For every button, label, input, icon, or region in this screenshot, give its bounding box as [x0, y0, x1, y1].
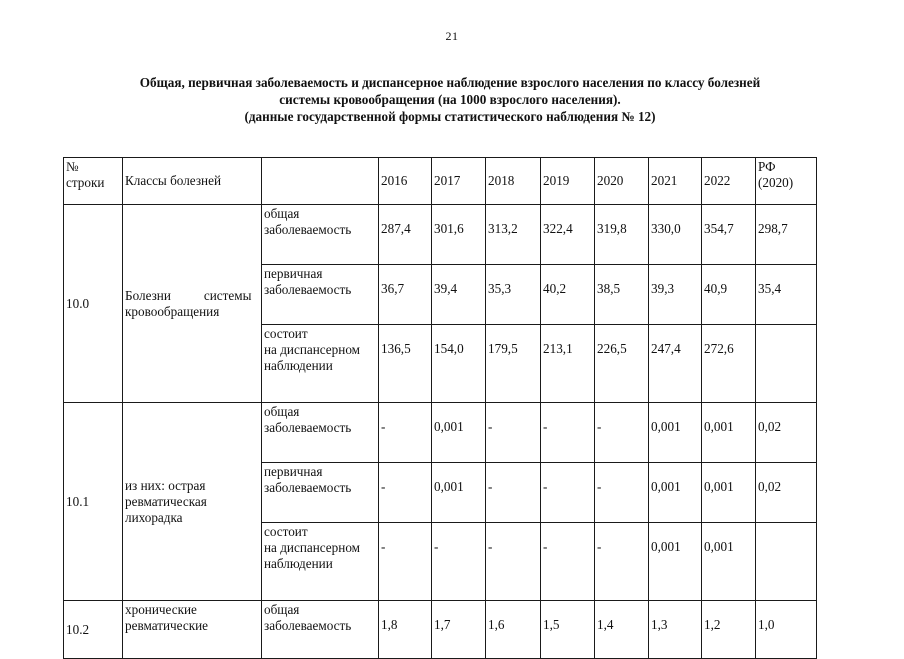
value-cell: 313,2	[486, 205, 541, 265]
indicator-line: общая	[264, 404, 300, 419]
table-row	[64, 403, 817, 463]
value-cell: -	[379, 403, 432, 463]
header-year: 2018	[486, 158, 541, 205]
value-cell: 0,001	[702, 523, 756, 601]
disease-class-line2: ревматическая	[125, 493, 207, 509]
indicator-line: наблюдении	[264, 358, 333, 373]
value-cell: 35,3	[486, 265, 541, 325]
disease-class-line1: Болезни системы	[125, 287, 252, 303]
header-disease-class: Классы болезней	[123, 158, 262, 205]
value-cell: -	[486, 403, 541, 463]
rf-value-cell: 0,02	[756, 463, 817, 523]
value-cell: -	[541, 463, 595, 523]
value-cell: 0,001	[702, 463, 756, 523]
morbidity-table	[63, 157, 817, 659]
value-cell: -	[432, 523, 486, 601]
value-cell: 40,2	[541, 265, 595, 325]
indicator-line: состоит	[264, 326, 308, 341]
value-cell: 0,001	[702, 403, 756, 463]
value-cell: 1,4	[595, 601, 649, 659]
rf-value-cell: 1,0	[756, 601, 817, 659]
indicator-line: общая	[264, 602, 300, 617]
indicator-line: первичная	[264, 464, 323, 479]
value-cell: 247,4	[649, 325, 702, 403]
header-year: 2020	[595, 158, 649, 205]
value-cell: 272,6	[702, 325, 756, 403]
indicator-line: на диспансерном	[264, 540, 361, 555]
header-year: 2017	[432, 158, 486, 205]
value-cell: -	[595, 403, 649, 463]
disease-class-line2: ревматические	[125, 618, 209, 633]
value-cell: 1,6	[486, 601, 541, 659]
value-cell: 40,9	[702, 265, 756, 325]
header-rf-line1: РФ	[758, 159, 776, 174]
value-cell: 1,2	[702, 601, 756, 659]
header-year: 2021	[649, 158, 702, 205]
value-cell: -	[379, 523, 432, 601]
table-row	[64, 601, 817, 659]
header-row-number-line1: №	[66, 159, 79, 174]
value-cell: 226,5	[595, 325, 649, 403]
row-code: 10.2	[64, 601, 123, 659]
value-cell: 1,3	[649, 601, 702, 659]
rf-value-cell: 298,7	[756, 205, 817, 265]
value-cell: -	[595, 463, 649, 523]
value-cell: -	[379, 463, 432, 523]
value-cell: 1,7	[432, 601, 486, 659]
indicator-line: состоит	[264, 524, 308, 539]
indicator-label	[262, 463, 379, 523]
value-cell: 287,4	[379, 205, 432, 265]
indicator-label	[262, 205, 379, 265]
disease-class-line1: из них: острая	[125, 477, 206, 493]
header-year: 2019	[541, 158, 595, 205]
disease-class-name	[123, 601, 262, 659]
rf-value-cell	[756, 523, 817, 601]
indicator-line: заболеваемость	[264, 420, 352, 435]
value-cell: 0,001	[649, 523, 702, 601]
row-code: 10.0	[64, 205, 123, 403]
value-cell: 0,001	[649, 403, 702, 463]
header-row	[64, 158, 817, 205]
value-cell: 0,001	[649, 463, 702, 523]
value-cell: 154,0	[432, 325, 486, 403]
disease-class-line2: кровообращения	[125, 303, 220, 319]
indicator-label	[262, 601, 379, 659]
indicator-line: наблюдении	[264, 556, 333, 571]
indicator-label	[262, 403, 379, 463]
rf-value-cell: 35,4	[756, 265, 817, 325]
header-indicator	[262, 158, 379, 205]
disease-class-line1: хронические	[125, 602, 197, 617]
indicator-label	[262, 523, 379, 601]
value-cell: 322,4	[541, 205, 595, 265]
indicator-line: заболеваемость	[264, 618, 352, 633]
title-line-2: системы кровообращения (на 1000 взрослого населения).	[279, 92, 621, 107]
value-cell: 0,001	[432, 463, 486, 523]
header-rf	[756, 158, 817, 205]
header-year: 2022	[702, 158, 756, 205]
disease-class-name	[123, 205, 262, 403]
value-cell: 330,0	[649, 205, 702, 265]
value-cell: 319,8	[595, 205, 649, 265]
rf-value-cell	[756, 325, 817, 403]
disease-class-name	[123, 403, 262, 601]
value-cell: -	[486, 523, 541, 601]
indicator-line: общая	[264, 206, 300, 221]
value-cell: 354,7	[702, 205, 756, 265]
table-title	[40, 74, 860, 125]
value-cell: 0,001	[432, 403, 486, 463]
value-cell: 301,6	[432, 205, 486, 265]
value-cell: 38,5	[595, 265, 649, 325]
value-cell: -	[541, 523, 595, 601]
indicator-line: заболеваемость	[264, 222, 352, 237]
header-year: 2016	[379, 158, 432, 205]
value-cell: -	[595, 523, 649, 601]
value-cell: 179,5	[486, 325, 541, 403]
header-row-number-line2: строки	[66, 175, 105, 190]
header-rf-line2: (2020)	[758, 175, 794, 190]
page-number: 21	[445, 29, 459, 43]
indicator-label	[262, 265, 379, 325]
header-row-number	[64, 158, 123, 205]
indicator-label	[262, 325, 379, 403]
table-row	[64, 205, 817, 265]
value-cell: 136,5	[379, 325, 432, 403]
value-cell: 213,1	[541, 325, 595, 403]
value-cell: 1,5	[541, 601, 595, 659]
indicator-line: заболеваемость	[264, 282, 352, 297]
indicator-line: на диспансерном	[264, 342, 361, 357]
value-cell: -	[541, 403, 595, 463]
disease-class-line3: лихорадка	[125, 509, 183, 525]
value-cell: 1,8	[379, 601, 432, 659]
value-cell: 36,7	[379, 265, 432, 325]
row-code: 10.1	[64, 403, 123, 601]
title-line-3: (данные государственной формы статистического наблюдения № 12)	[244, 109, 656, 124]
value-cell: -	[486, 463, 541, 523]
indicator-line: заболеваемость	[264, 480, 352, 495]
rf-value-cell: 0,02	[756, 403, 817, 463]
indicator-line: первичная	[264, 266, 323, 281]
title-line-1: Общая, первичная заболеваемость и диспансерное наблюдение взрослого населения по классу болезней	[139, 75, 761, 90]
value-cell: 39,3	[649, 265, 702, 325]
value-cell: 39,4	[432, 265, 486, 325]
